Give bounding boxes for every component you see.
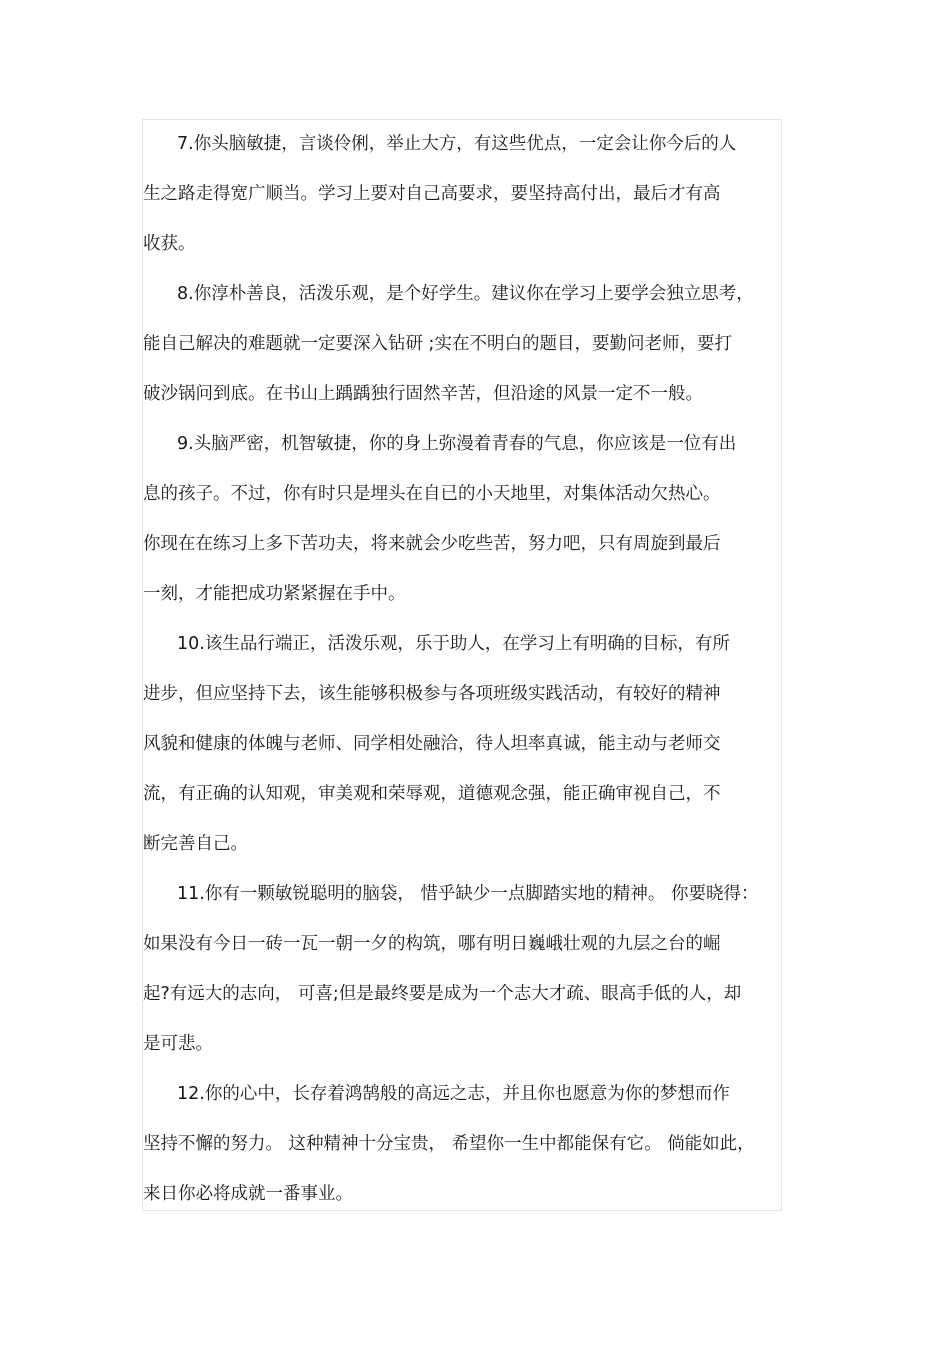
paragraph-9-line-4: 一刻，才能把成功紧紧握在手中。 bbox=[143, 584, 406, 604]
paragraph-10-line-5: 断完善自己。 bbox=[143, 834, 248, 854]
paragraph-10-line-2: 进步，但应坚持下去，该生能够积极参与各项班级实践活动，有较好的精神 bbox=[143, 684, 721, 704]
paragraph-8-line-1: 8.你淳朴善良，活泼乐观，是个好学生。建议你在学习上要学会独立思考， bbox=[177, 284, 754, 304]
paragraph-11-line-3: 起?有远大的志向， 可喜;但是最终要是成为一个志大才疏、眼高手低的人，却 bbox=[143, 984, 742, 1004]
paragraph-11-line-2: 如果没有今日一砖一瓦一朝一夕的构筑，哪有明日巍峨壮观的九层之台的崛 bbox=[143, 934, 721, 954]
paragraph-12-line-1: 12.你的心中，长存着鸿鹄般的高远之志，并且你也愿意为你的梦想而作 bbox=[177, 1084, 730, 1104]
paragraph-8-line-3: 破沙锅问到底。在书山上踽踽独行固然辛苦，但沿途的风景一定不一般。 bbox=[143, 384, 703, 404]
paragraph-12-line-3: 来日你必将成就一番事业。 bbox=[143, 1184, 353, 1204]
paragraph-12-line-2: 坚持不懈的努力。 这种精神十分宝贵， 希望你一生中都能保有它。 倘能如此， bbox=[143, 1134, 755, 1154]
paragraph-8-line-2: 能自己解决的难题就一定要深入钻研 ;实在不明白的题目，要勤问老师，要打 bbox=[143, 334, 732, 354]
paragraph-10-line-1: 10.该生品行端正，活泼乐观，乐于助人，在学习上有明确的目标，有所 bbox=[177, 634, 730, 654]
paragraph-9-line-1: 9.头脑严密，机智敏捷，你的身上弥漫着青春的气息，你应该是一位有出 bbox=[177, 434, 737, 454]
paragraph-9-line-3: 你现在在练习上多下苦功夫，将来就会少吃些苦，努力吧，只有周旋到最后 bbox=[143, 534, 721, 554]
paragraph-10-line-3: 风貌和健康的体魄与老师、同学相处融洽，待人坦率真诚，能主动与老师交 bbox=[143, 734, 721, 754]
paragraph-9-line-2: 息的孩子。不过，你有时只是埋头在自已的小天地里，对集体活动欠热心。 bbox=[143, 484, 721, 504]
paragraph-7-line-3: 收获。 bbox=[143, 234, 196, 254]
paragraph-7-line-2: 生之路走得宽广顺当。学习上要对自己高要求，要坚持高付出，最后才有高 bbox=[143, 184, 721, 204]
paragraph-11-line-4: 是可悲。 bbox=[143, 1034, 213, 1054]
paragraph-7-line-1: 7.你头脑敏捷，言谈伶俐，举止大方，有这些优点，一定会让你今后的人 bbox=[177, 134, 737, 154]
paragraph-11-line-1: 11.你有一颗敏锐聪明的脑袋， 惜乎缺少一点脚踏实地的精神。 你要晓得： bbox=[177, 884, 759, 904]
paragraph-10-line-4: 流，有正确的认知观，审美观和荣辱观，道德观念强，能正确审视自己，不 bbox=[143, 784, 721, 804]
